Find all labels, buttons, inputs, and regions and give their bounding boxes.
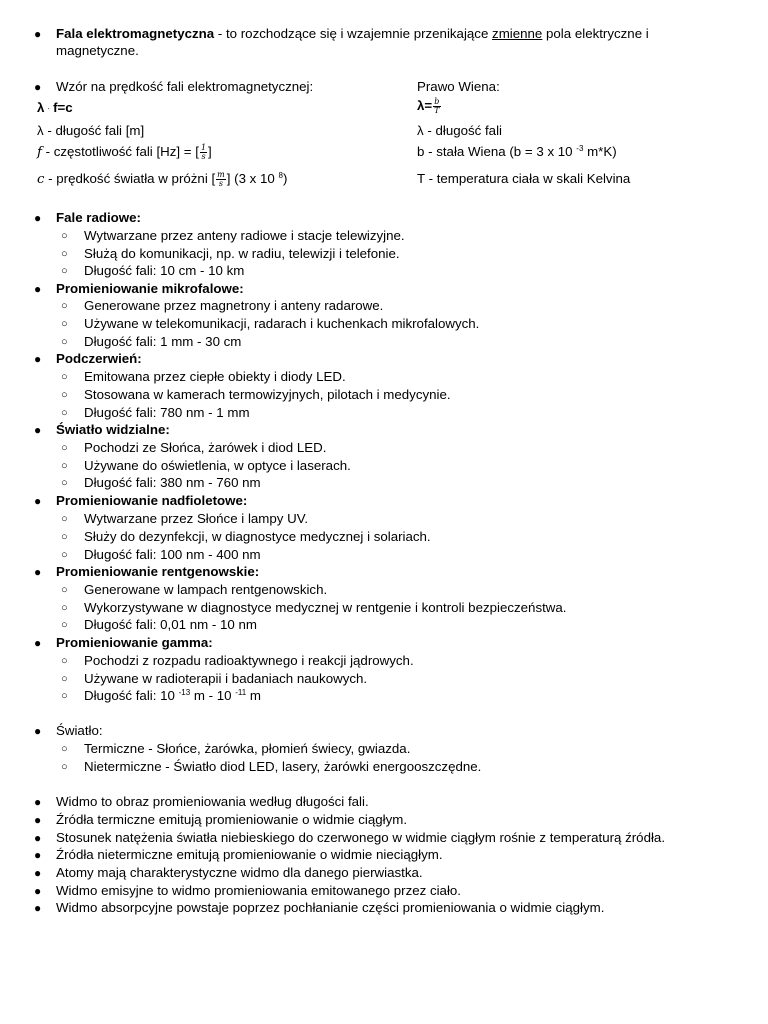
- spectrum-title-visible: Światło widzialne:: [56, 422, 170, 437]
- fraction-denominator: T: [434, 105, 440, 115]
- main-formula-rest: f=c: [53, 100, 73, 115]
- speed-exponent: 8: [278, 171, 283, 180]
- intro-line-1: [56, 25, 649, 43]
- bullet-circle: ○: [61, 477, 68, 489]
- main-formula-dot: ·: [47, 104, 51, 113]
- bullet-circle: ○: [61, 584, 68, 596]
- bullet-dot: ●: [34, 565, 42, 579]
- intro-line-2: magnetyczne.: [56, 43, 139, 58]
- list-item: Używane do oświetlenia, w optyce i laserach.: [84, 458, 351, 473]
- list-item: Widmo emisyjne to widmo promieniowania emitowanego przez ciało.: [56, 883, 461, 898]
- fraction-numerator: 1: [200, 142, 207, 152]
- bullet-circle: ○: [61, 655, 68, 667]
- main-formula-lambda: λ: [37, 100, 45, 115]
- bullet-dot: ●: [34, 352, 42, 366]
- intro-term: Fala elektromagnetyczna: [56, 26, 215, 41]
- list-item: Długość fali: 780 nm - 1 mm: [84, 405, 250, 420]
- intro-text-a: - to rozchodzące się i wzajemnie przenikające: [214, 26, 493, 41]
- gamma-wavelength-item: [84, 687, 261, 705]
- wien-temperature-line: T - temperatura ciała w skali Kelvina: [417, 171, 631, 186]
- bullet-circle: ○: [61, 371, 68, 383]
- gamma-length-b: m - 10: [190, 688, 236, 703]
- gamma-length-c: m: [246, 688, 261, 703]
- list-item: Wytwarzane przez Słońce i lampy UV.: [84, 511, 309, 526]
- lambda-definition: [37, 122, 144, 140]
- list-item: Długość fali: 100 nm - 400 nm: [84, 547, 261, 562]
- speed-definition: [37, 170, 287, 189]
- bullet-dot: ●: [34, 27, 42, 41]
- list-item: Służą do komunikacji, np. w radiu, telewizji i telefonie.: [84, 246, 400, 261]
- gamma-length-a: Długość fali: 10: [84, 688, 179, 703]
- speed-unit-fraction: [216, 171, 226, 188]
- list-item: Służy do dezynfekcji, w diagnostyce medycznej i solariach.: [84, 529, 431, 544]
- list-item: Długość fali: 380 nm - 760 nm: [84, 475, 261, 490]
- bullet-dot: ●: [34, 813, 42, 827]
- bullet-circle: ○: [61, 389, 68, 401]
- bullet-dot: ●: [34, 636, 42, 650]
- bullet-circle: ○: [61, 549, 68, 561]
- gamma-exponent-2: -11: [235, 688, 247, 697]
- bullet-circle: ○: [61, 761, 68, 773]
- lambda-description: - długość fali [m]: [43, 123, 145, 138]
- bullet-circle: ○: [61, 460, 68, 472]
- light-title: Światło:: [56, 723, 103, 738]
- list-item: Termiczne - Słońce, żarówka, płomień świecy, gwiazda.: [84, 741, 411, 756]
- list-item: Stosunek natężenia światła niebieskiego do czerwonego w widmie ciągłym rośnie z temperaturą źródła.: [56, 830, 666, 845]
- fraction-numerator: b: [434, 96, 440, 106]
- fraction-denominator: s: [218, 178, 224, 188]
- bullet-circle: ○: [61, 513, 68, 525]
- spectrum-title-infrared: Podczerwień:: [56, 351, 142, 366]
- bullet-circle: ○: [61, 743, 68, 755]
- list-item: Widmo to obraz promieniowania według długości fali.: [56, 794, 369, 809]
- frequency-symbol: f: [37, 145, 42, 160]
- speed-mid: ] (3 x 10: [226, 171, 279, 186]
- spectrum-title-gamma: Promieniowanie gamma:: [56, 635, 213, 650]
- frequency-description: - częstotliwość fali [Hz] = [: [41, 144, 199, 159]
- bullet-circle: ○: [61, 602, 68, 614]
- list-item: Nietermiczne - Światło diod LED, lasery, żarówki energooszczędne.: [84, 759, 482, 774]
- speed-description: - prędkość światła w próżni [: [44, 171, 216, 186]
- wien-constant-text-b: m*K): [583, 144, 617, 159]
- list-item: Atomy mają charakterystyczne widmo dla danego pierwiastka.: [56, 865, 423, 880]
- bullet-circle: ○: [61, 230, 68, 242]
- bullet-dot: ●: [34, 724, 42, 738]
- bullet-circle: ○: [61, 336, 68, 348]
- list-item: Emitowana przez ciepłe obiekty i diody LED.: [84, 369, 346, 384]
- bullet-dot: ●: [34, 831, 42, 845]
- list-item: Wytwarzane przez anteny radiowe i stacje telewizyjne.: [84, 228, 405, 243]
- bullet-circle: ○: [61, 442, 68, 454]
- wien-lambda-line: λ - długość fali: [417, 123, 502, 138]
- spectrum-title-radio: Fale radiowe:: [56, 210, 141, 225]
- bullet-dot: ●: [34, 494, 42, 508]
- lambda-symbol: λ: [37, 123, 44, 138]
- bullet-dot: ●: [34, 848, 42, 862]
- fraction-numerator: m: [217, 169, 225, 179]
- list-item: Generowane w lampach rentgenowskich.: [84, 582, 328, 597]
- wien-constant-exponent: -3: [576, 144, 584, 153]
- list-item: Widmo absorpcyjne powstaje poprzez pochłanianie części promieniowania o widmie ciągłym.: [56, 900, 605, 915]
- list-item: Długość fali: 0,01 nm - 10 nm: [84, 617, 257, 632]
- list-item: Generowane przez magnetrony i anteny radarowe.: [84, 298, 384, 313]
- bullet-dot: ●: [34, 866, 42, 880]
- bullet-circle: ○: [61, 673, 68, 685]
- spectrum-title-ultraviolet: Promieniowanie nadfioletowe:: [56, 493, 248, 508]
- bullet-circle: ○: [61, 690, 68, 702]
- wien-formula: [417, 97, 442, 115]
- list-item: Pochodzi ze Słońca, żarówek i diod LED.: [84, 440, 327, 455]
- bullet-dot: ●: [34, 211, 42, 225]
- main-formula: [37, 99, 73, 119]
- list-item: Długość fali: 1 mm - 30 cm: [84, 334, 242, 349]
- gamma-exponent-1: -13: [178, 688, 191, 697]
- list-item: Stosowana w kamerach termowizyjnych, pilotach i medycynie.: [84, 387, 451, 402]
- frequency-definition: [37, 143, 212, 162]
- bullet-circle: ○: [61, 265, 68, 277]
- frequency-close: ]: [208, 144, 212, 159]
- speed-symbol: c: [37, 172, 45, 187]
- intro-text-b: pola elektryczne i: [542, 26, 649, 41]
- bullet-circle: ○: [61, 248, 68, 260]
- formula-header: Wzór na prędkość fali elektromagnetycznej:: [56, 79, 314, 94]
- list-item: Pochodzi z rozpadu radioaktywnego i reakcji jądrowych.: [84, 653, 414, 668]
- bullet-dot: ●: [34, 795, 42, 809]
- wien-formula-lhs: λ=: [417, 98, 433, 113]
- bullet-circle: ○: [61, 300, 68, 312]
- spectrum-title-xray: Promieniowanie rentgenowskie:: [56, 564, 260, 579]
- list-item: Źródła nietermiczne emitują promieniowanie o widmie nieciągłym.: [56, 847, 443, 862]
- list-item: Wykorzystywane w diagnostyce medycznej w rentgenie i kontroli bezpieczeństwa.: [84, 600, 567, 615]
- list-item: Długość fali: 10 cm - 10 km: [84, 263, 245, 278]
- speed-end: ): [282, 171, 288, 186]
- bullet-circle: ○: [61, 318, 68, 330]
- wien-constant-text-a: b - stała Wiena (b = 3 x 10: [417, 144, 577, 159]
- wien-constant-line: [417, 143, 617, 161]
- fraction-denominator: s: [201, 151, 206, 161]
- bullet-dot: ●: [34, 80, 42, 94]
- bullet-circle: ○: [61, 407, 68, 419]
- spectrum-title-microwave: Promieniowanie mikrofalowe:: [56, 281, 244, 296]
- frequency-unit-fraction: [200, 144, 207, 161]
- bullet-dot: ●: [34, 423, 42, 437]
- list-item: Używane w radioterapii i badaniach naukowych.: [84, 671, 368, 686]
- list-item: Używane w telekomunikacji, radarach i kuchenkach mikrofalowych.: [84, 316, 480, 331]
- wien-fraction: [433, 98, 440, 115]
- intro-underlined: zmienne: [492, 26, 543, 41]
- bullet-circle: ○: [61, 531, 68, 543]
- bullet-dot: ●: [34, 901, 42, 915]
- list-item: Źródła termiczne emitują promieniowanie o widmie ciągłym.: [56, 812, 408, 827]
- bullet-circle: ○: [61, 619, 68, 631]
- wien-header: Prawo Wiena:: [417, 79, 500, 94]
- bullet-dot: ●: [34, 884, 42, 898]
- bullet-dot: ●: [34, 282, 42, 296]
